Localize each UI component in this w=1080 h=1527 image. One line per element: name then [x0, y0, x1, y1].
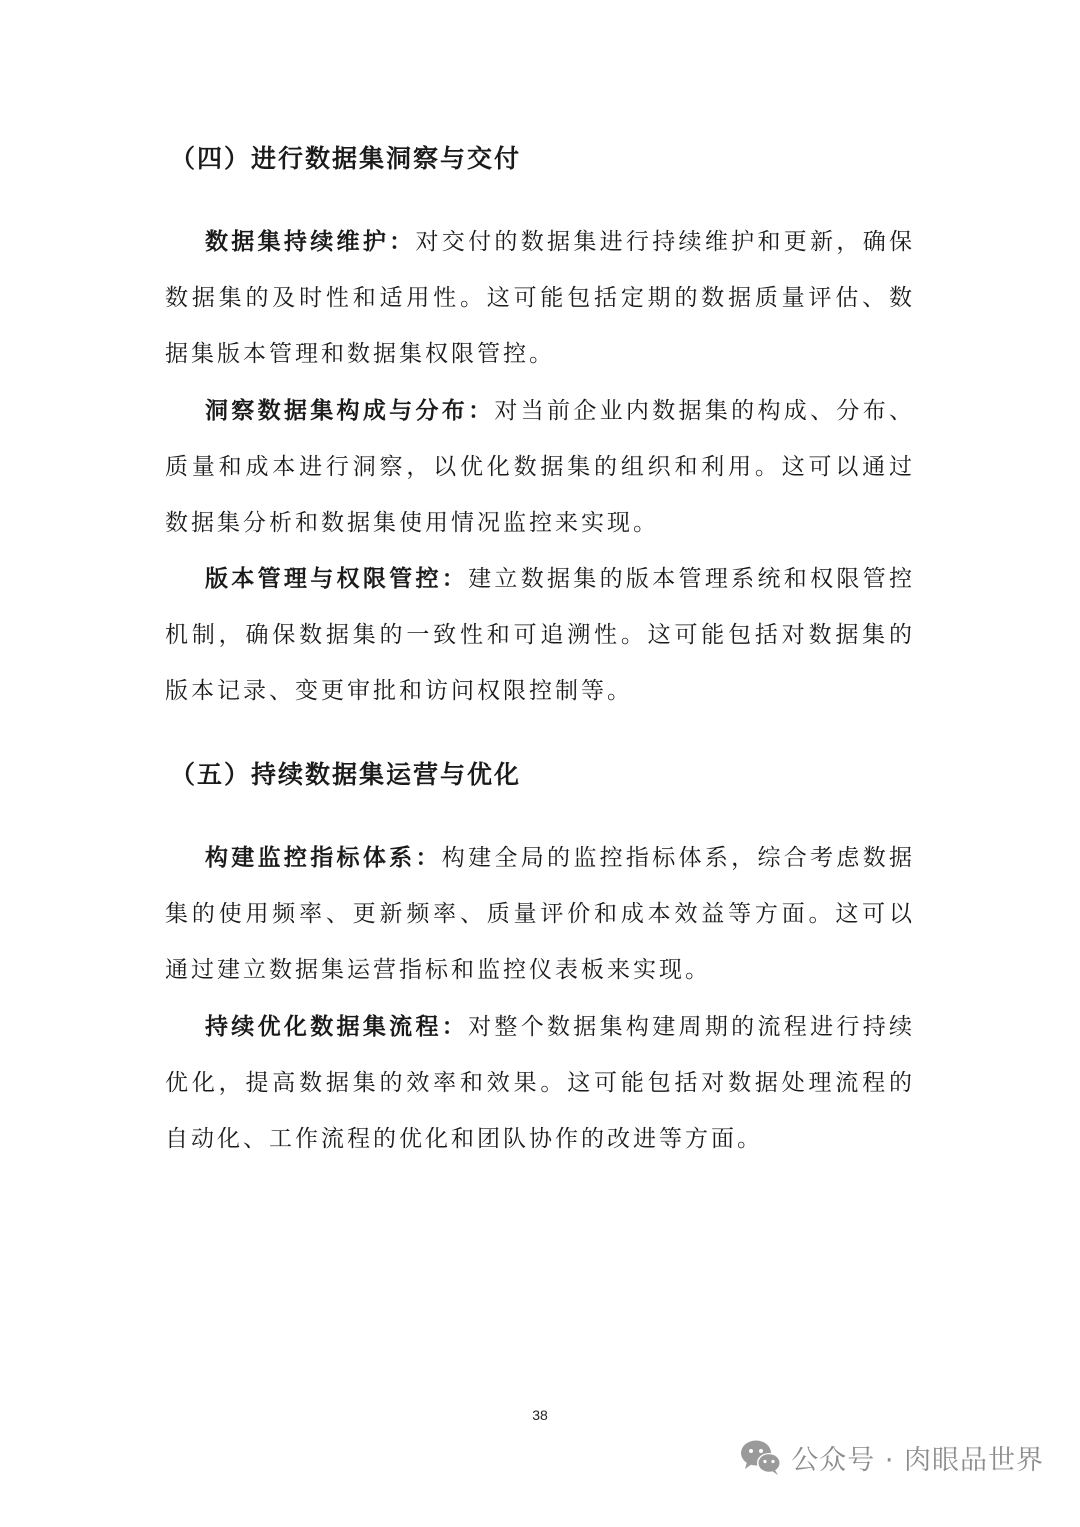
paragraph-monitoring-metrics [165, 830, 915, 998]
paragraph-text: 对交付的数据集进行持续维护和更新，确保数据集的及时性和适用性。这可能包括定期的数据质量评估、数据集版本管理和数据集权限管控。 [165, 229, 916, 367]
paragraph-text: 构建全局的监控指标体系，综合考虑数据集的使用频率、更新频率、质量评价和成本效益等方面。这可以通过建立数据集运营指标和监控仪表板来实现。 [165, 845, 916, 983]
paragraph-dataset-maintenance [165, 214, 915, 382]
paragraph-process-optimization [165, 999, 915, 1167]
paragraph-term: 版本管理与权限管控： [205, 566, 469, 592]
watermark-text: 公众号 · 肉眼品世界 [791, 1444, 1044, 1476]
page-number: 38 [532, 1407, 548, 1423]
wechat-icon [739, 1438, 783, 1476]
watermark [739, 1433, 1044, 1481]
paragraph-term: 数据集持续维护： [205, 229, 416, 255]
paragraph-term: 持续优化数据集流程： [205, 1014, 469, 1040]
paragraph-term: 构建监控指标体系： [205, 845, 442, 871]
section-heading-5: （五）持续数据集运营与优化 [170, 760, 522, 789]
paragraph-term: 洞察数据集构成与分布： [205, 398, 495, 424]
paragraph-text: 建立数据集的版本管理系统和权限管控机制，确保数据集的一致性和可追溯性。这可能包括对数据集的版本记录、变更审批和访问权限控制等。 [165, 566, 916, 704]
paragraph-text: 对整个数据集构建周期的流程进行持续优化，提高数据集的效率和效果。这可能包括对数据处理流程的自动化、工作流程的优化和团队协作的改进等方面。 [165, 1014, 916, 1152]
paragraph-version-permission [165, 551, 915, 719]
paragraph-dataset-insight [165, 383, 915, 551]
paragraph-text: 对当前企业内数据集的构成、分布、质量和成本进行洞察，以优化数据集的组织和利用。这可以通过数据集分析和数据集使用情况监控来实现。 [165, 398, 916, 536]
section-heading-4: （四）进行数据集洞察与交付 [170, 144, 522, 173]
